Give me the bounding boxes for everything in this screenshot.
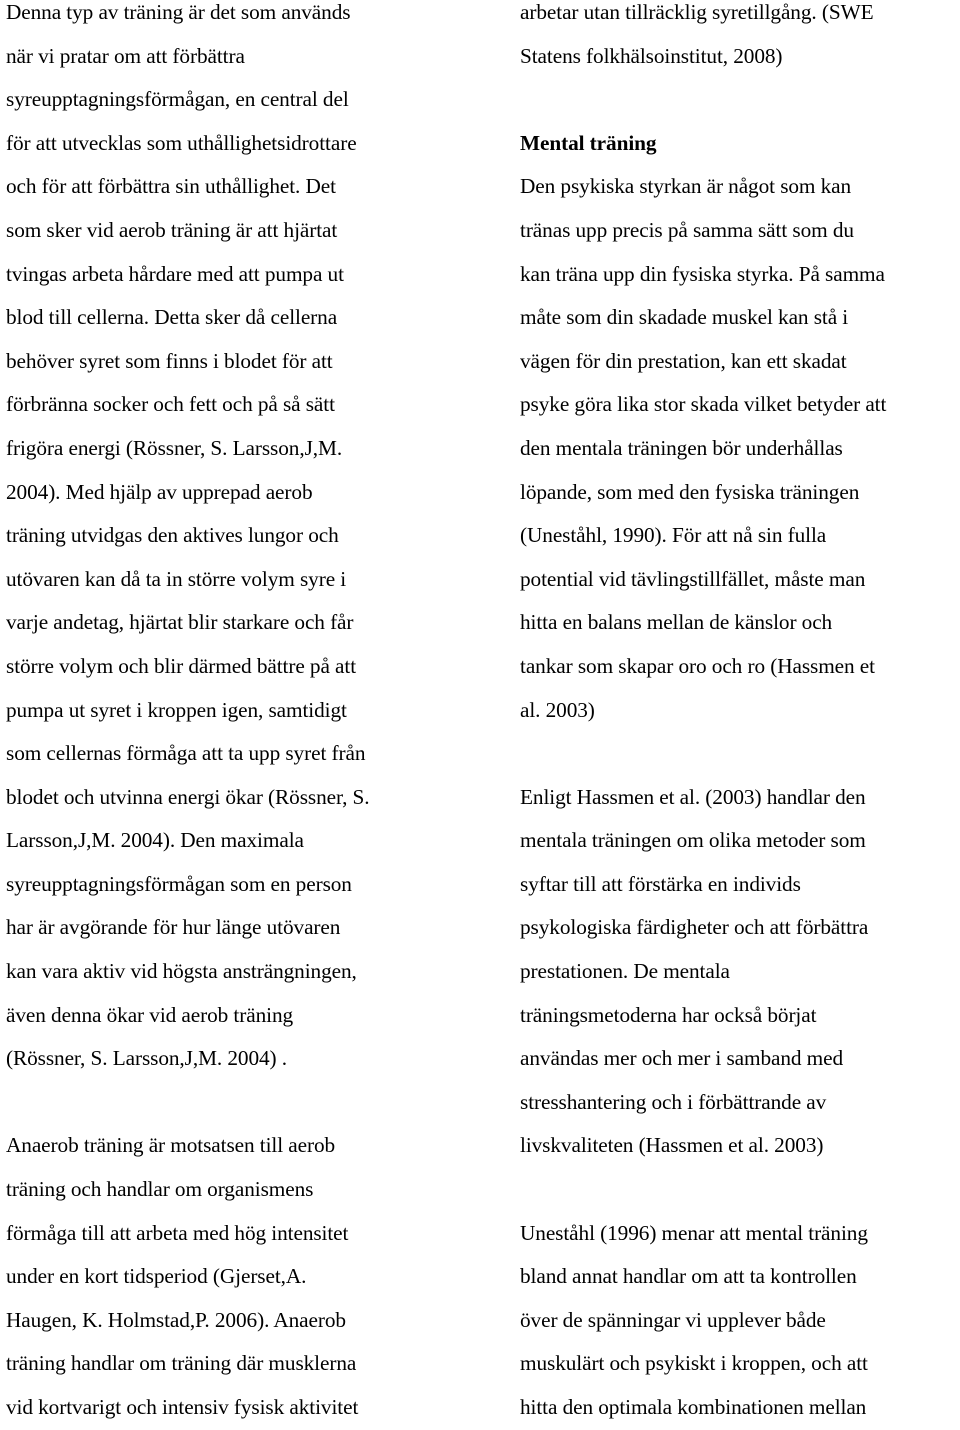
text-line: och för att förbättra sin uthållighet. Det bbox=[6, 174, 336, 199]
paragraph-mental-2 bbox=[520, 776, 960, 1168]
text-line: muskulärt och psykiskt i kroppen, och att bbox=[520, 1351, 868, 1376]
text-line: kan träna upp din fysiska styrka. På samma bbox=[520, 261, 885, 286]
text-line: behöver syret som finns i blodet för att bbox=[6, 348, 333, 373]
text-line: användas mer och mer i samband med bbox=[520, 1046, 844, 1071]
text-line: tvingas arbeta hårdare med att pumpa ut bbox=[6, 261, 344, 286]
text-line: den mentala träningen bör underhållas bbox=[520, 435, 843, 460]
paragraph-aerob bbox=[6, 0, 461, 1081]
text-line: potential vid tävlingstillfället, måste man bbox=[520, 566, 866, 591]
text-line: pumpa ut syret i kroppen igen, samtidigt bbox=[6, 697, 347, 722]
text-line: stresshantering och i förbättrande av bbox=[520, 1089, 827, 1114]
text-line: arbetar utan tillräcklig syretillgång. (SWE bbox=[520, 0, 874, 24]
text-line: varje andetag, hjärtat blir starkare och får bbox=[6, 610, 354, 635]
text-line: förmåga till att arbeta med hög intensitet bbox=[6, 1220, 349, 1245]
paragraph-spacer bbox=[6, 1081, 461, 1125]
text-line: kan vara aktiv vid högsta ansträngningen, bbox=[6, 959, 357, 984]
text-line: träning och handlar om organismens bbox=[6, 1177, 314, 1202]
text-line: blod till cellerna. Detta sker då cellerna bbox=[6, 305, 338, 330]
text-line: Statens folkhälsoinstitut, 2008) bbox=[520, 43, 783, 68]
text-line: hitta den optimala kombinationen mellan bbox=[520, 1395, 867, 1419]
text-line: träning handlar om träning där musklerna bbox=[6, 1351, 357, 1376]
paragraph-mental-1 bbox=[520, 165, 960, 732]
text-line: vid kortvarigt och intensiv fysisk aktivitet bbox=[6, 1395, 359, 1419]
paragraph-spacer bbox=[520, 78, 960, 122]
text-line: blodet och utvinna energi ökar (Rössner, S. bbox=[6, 784, 370, 809]
text-line: al. 2003) bbox=[520, 697, 595, 722]
text-line: som cellernas förmåga att ta upp syret från bbox=[6, 741, 366, 766]
text-line: Uneståhl (1996) menar att mental träning bbox=[520, 1220, 868, 1245]
text-line: Anaerob träning är motsatsen till aerob bbox=[6, 1133, 336, 1158]
text-line: tränas upp precis på samma sätt som du bbox=[520, 217, 854, 242]
text-line: prestationen. De mentala bbox=[520, 959, 730, 984]
text-line: mentala träningen om olika metoder som bbox=[520, 828, 866, 853]
text-line: förbränna socker och fett och på så sätt bbox=[6, 392, 335, 417]
text-line: Larsson,J,M. 2004). Den maximala bbox=[6, 828, 304, 853]
text-line: för att utvecklas som uthållighetsidrottare bbox=[6, 130, 357, 155]
paragraph-spacer bbox=[520, 732, 960, 776]
text-line: Enligt Hassmen et al. (2003) handlar den bbox=[520, 784, 866, 809]
paragraph-mental-3 bbox=[520, 1212, 960, 1430]
paragraph-continuation bbox=[520, 0, 960, 78]
text-line: Den psykiska styrkan är något som kan bbox=[520, 174, 852, 199]
text-line: löpande, som med den fysiska träningen bbox=[520, 479, 860, 504]
text-line: Haugen, K. Holmstad,P. 2006). Anaerob bbox=[6, 1307, 346, 1332]
text-line: 2004). Med hjälp av upprepad aerob bbox=[6, 479, 313, 504]
text-line: psyke göra lika stor skada vilket betyder att bbox=[520, 392, 887, 417]
text-line: träning utvidgas den aktives lungor och bbox=[6, 523, 339, 548]
text-line: utövaren kan då ta in större volym syre i bbox=[6, 566, 347, 591]
text-line: under en kort tidsperiod (Gjerset,A. bbox=[6, 1264, 307, 1289]
text-line: över de spänningar vi upplever både bbox=[520, 1307, 826, 1332]
right-column bbox=[520, 0, 960, 1430]
text-line: hitta en balans mellan de känslor och bbox=[520, 610, 833, 635]
text-line: syreupptagningsförmågan som en person bbox=[6, 871, 352, 896]
left-column bbox=[6, 0, 461, 1430]
paragraph-anaerob bbox=[6, 1124, 461, 1429]
text-line: träningsmetoderna har också börjat bbox=[520, 1002, 817, 1027]
text-line: (Uneståhl, 1990). För att nå sin fulla bbox=[520, 523, 827, 548]
text-line: vägen för din prestation, kan ett skadat bbox=[520, 348, 847, 373]
text-line: syftar till att förstärka en individs bbox=[520, 871, 801, 896]
text-line: (Rössner, S. Larsson,J,M. 2004) . bbox=[6, 1046, 287, 1071]
text-line: när vi pratar om att förbättra bbox=[6, 43, 245, 68]
text-line: som sker vid aerob träning är att hjärtat bbox=[6, 217, 338, 242]
text-line: har är avgörande för hur länge utövaren bbox=[6, 915, 341, 940]
text-line: syreupptagningsförmågan, en central del bbox=[6, 87, 349, 112]
section-heading: Mental träning bbox=[520, 130, 657, 155]
text-line: Denna typ av träning är det som används bbox=[6, 0, 351, 24]
text-line: psykologiska färdigheter och att förbättra bbox=[520, 915, 869, 940]
text-line: bland annat handlar om att ta kontrollen bbox=[520, 1264, 857, 1289]
text-line: livskvaliteten (Hassmen et al. 2003) bbox=[520, 1133, 824, 1158]
text-line: även denna ökar vid aerob träning bbox=[6, 1002, 294, 1027]
text-line: frigöra energi (Rössner, S. Larsson,J,M. bbox=[6, 435, 343, 460]
text-line: måte som din skadade muskel kan stå i bbox=[520, 305, 849, 330]
paragraph-spacer bbox=[520, 1168, 960, 1212]
text-line: tankar som skapar oro och ro (Hassmen et bbox=[520, 653, 875, 678]
text-line: större volym och blir därmed bättre på att bbox=[6, 653, 357, 678]
